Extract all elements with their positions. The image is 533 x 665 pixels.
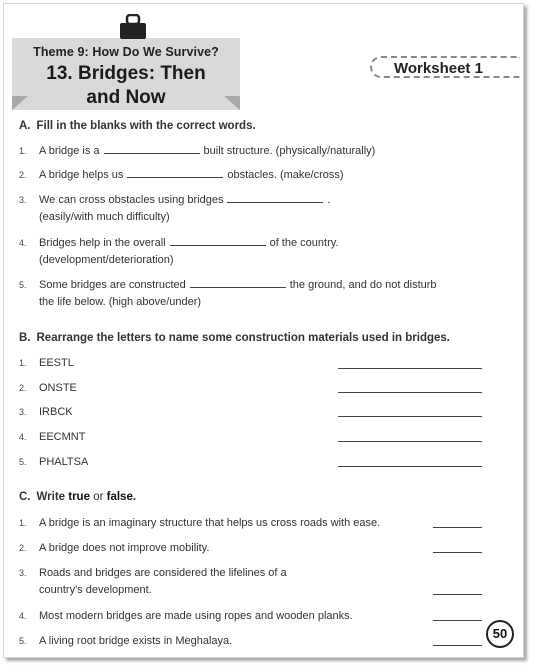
question-options: (development/deterioration) [39,254,174,266]
question-text: A bridge is a [39,145,100,157]
statement-text: A bridge does not improve mobility. [39,542,210,554]
question-number: 2. [19,383,27,393]
section-heading: . [132,491,137,503]
section-heading-false: false [106,491,133,503]
question-b1 [19,355,74,372]
question-number: 4. [19,611,27,621]
answer-blank[interactable] [104,143,200,154]
answer-line[interactable] [338,392,482,393]
question-number: 3. [19,195,27,205]
section-heading-true: true [68,491,90,503]
statement-text: A living root bridge exists in Meghalaya. [39,635,233,647]
question-c4 [19,608,353,625]
section-heading: Fill in the blanks with the correct words. [36,120,256,132]
jumbled-word: EECMNT [39,431,86,443]
question-text: the ground, and do not disturb [289,279,437,291]
question-text: We can cross obstacles using bridges [39,194,224,206]
question-number: 1. [19,146,27,156]
question-c5 [19,633,232,650]
question-a1 [19,143,375,160]
question-number: 2. [19,543,27,553]
question-text: of the country. [269,237,339,249]
jumbled-word: EESTL [39,357,74,369]
question-c3 [19,565,287,599]
question-c1 [19,515,380,532]
answer-line[interactable] [433,552,482,553]
question-number: 5. [19,280,27,290]
question-text: built structure. (physically/naturally) [203,145,376,157]
section-heading: Rearrange the letters to name some construction materials used in bridges. [36,332,450,344]
worksheet-tag-label: Worksheet 1 [394,60,483,77]
section-heading: Write [36,491,66,503]
question-c2 [19,540,209,557]
question-text: Bridges help in the overall [39,237,166,249]
answer-line[interactable] [433,527,482,528]
question-a5 [19,277,437,311]
question-a2 [19,167,344,184]
binder-clip-icon [118,14,148,40]
jumbled-word: IRBCK [39,406,73,418]
section-a-title [19,120,256,132]
question-number: 4. [19,238,27,248]
question-number: 1. [19,518,27,528]
lesson-title [12,62,240,110]
theme-label: Theme 9: How Do We Survive? [33,45,219,59]
section-letter: B. [19,332,31,344]
question-number: 5. [19,457,27,467]
question-a4 [19,235,338,269]
question-number: 3. [19,568,27,578]
page-number-badge: 50 [486,620,514,648]
question-b4 [19,429,85,446]
answer-line[interactable] [338,368,482,369]
answer-blank[interactable] [170,235,266,246]
question-text: . [327,194,331,206]
question-text: obstacles. (make/cross) [227,169,344,181]
question-a3 [19,192,331,226]
answer-line[interactable] [338,416,482,417]
question-options: the life below. (high above/under) [39,296,202,308]
question-number: 4. [19,432,27,442]
question-text: Some bridges are constructed [39,279,186,291]
statement-text: Most modern bridges are made using ropes and wooden planks. [39,610,353,622]
question-text: A bridge helps us [39,169,124,181]
jumbled-word: PHALTSA [39,456,89,468]
question-b3 [19,404,73,421]
answer-line[interactable] [338,441,482,442]
answer-blank[interactable] [190,277,286,288]
statement-text: country's development. [39,584,152,596]
answer-line[interactable] [433,620,482,621]
question-number: 1. [19,358,27,368]
answer-blank[interactable] [127,167,223,178]
question-b2 [19,380,77,397]
question-number: 2. [19,170,27,180]
section-c-title [19,491,136,503]
section-letter: C. [19,491,31,503]
section-b-title [19,332,450,344]
jumbled-word: ONSTE [39,382,77,394]
lesson-title-line2: and Now [86,87,166,108]
answer-line[interactable] [338,466,482,467]
question-b5 [19,454,88,471]
worksheet-tag [370,56,520,78]
question-number: 3. [19,407,27,417]
section-heading: or [93,491,104,503]
statement-text: Roads and bridges are considered the lifelines of a [39,567,287,579]
answer-blank[interactable] [227,192,323,203]
question-options: (easily/with much difficulty) [39,211,170,223]
question-number: 5. [19,636,27,646]
section-letter: A. [19,120,31,132]
statement-text: A bridge is an imaginary structure that helps us cross roads with ease. [39,517,381,529]
answer-line[interactable] [433,594,482,595]
answer-line[interactable] [433,645,482,646]
lesson-title-line1: 13. Bridges: Then [46,63,206,84]
